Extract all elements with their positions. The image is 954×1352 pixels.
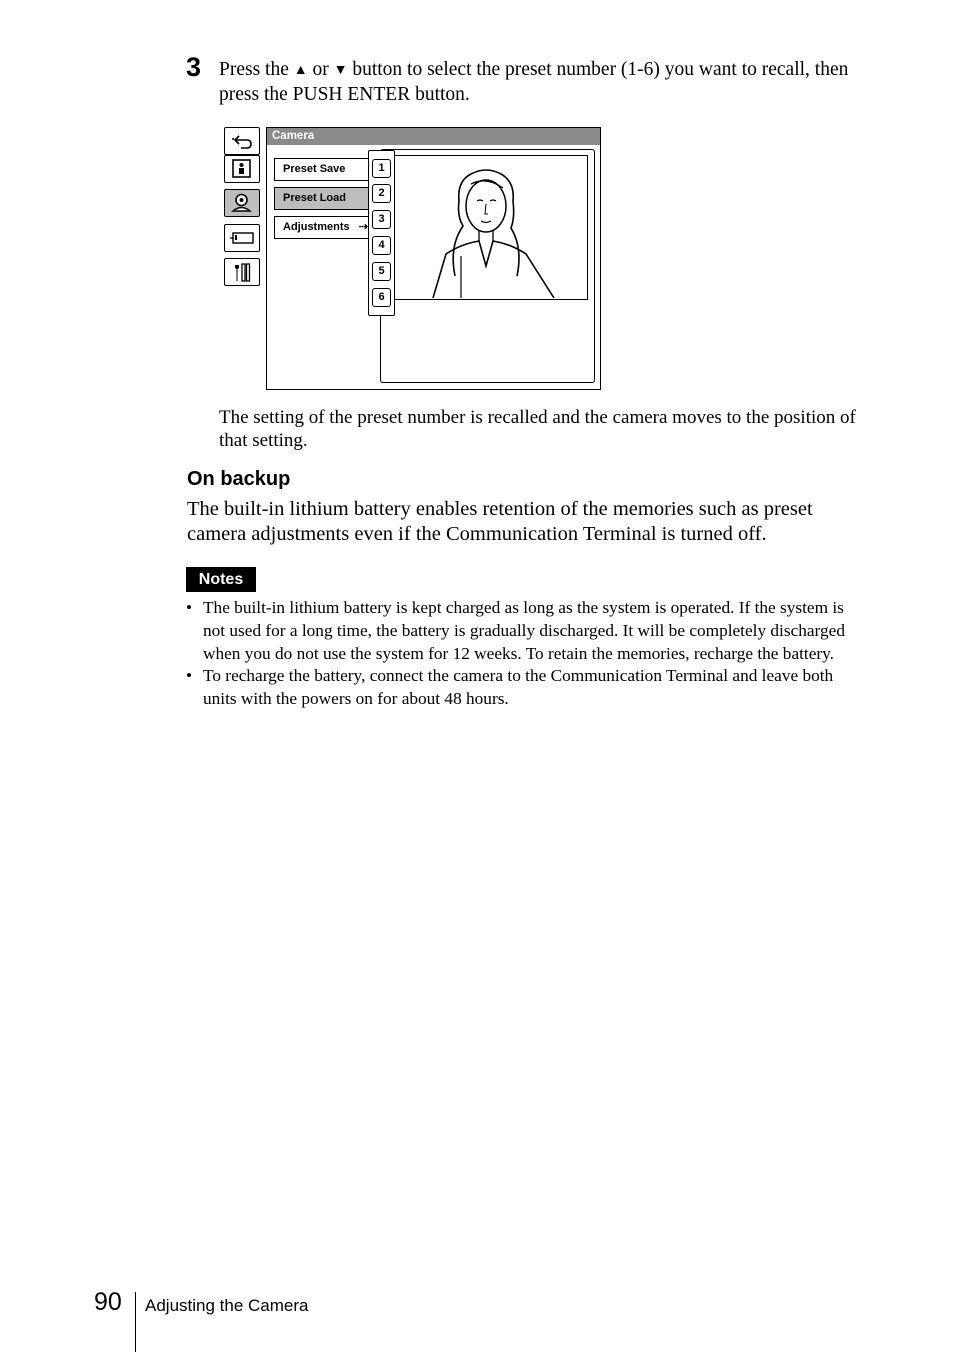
panel-title: Camera: [267, 128, 600, 145]
section-heading: On backup: [187, 468, 291, 490]
footer-section-title: Adjusting the Camera: [145, 1296, 309, 1315]
note-text: To recharge the battery, connect the camera to the Communication Terminal and leave both units with the powers on for about 48 hours.: [203, 666, 834, 709]
preset-3-button[interactable]: 3: [372, 210, 391, 229]
back-icon[interactable]: [224, 127, 260, 155]
preset-6-button[interactable]: 6: [372, 288, 391, 307]
bullet: •: [186, 598, 193, 617]
footer-divider: [135, 1292, 136, 1352]
video-input-icon[interactable]: [224, 224, 260, 252]
note-item: [186, 665, 856, 711]
notes-label: Notes: [186, 567, 256, 592]
preset-load-label: Preset Load: [283, 192, 346, 204]
page-number: 90: [94, 1288, 122, 1316]
tools-icon[interactable]: [224, 258, 260, 286]
step-text-part1: Press the: [219, 59, 289, 80]
camera-icon[interactable]: [224, 189, 260, 217]
preset-load-button[interactable]: [274, 187, 370, 210]
down-arrow-icon: ▼: [333, 63, 348, 78]
preset-2-button[interactable]: 2: [372, 184, 391, 203]
preset-1-button[interactable]: 1: [372, 159, 391, 178]
adjustments-button[interactable]: [274, 216, 370, 239]
submenu-arrow-icon: ⇢: [358, 221, 368, 233]
step-text-part3: button to select the preset number (1-6) you want to recall, then press the PUSH ENTER button.: [219, 59, 849, 105]
step-number: 3: [186, 52, 202, 82]
step-instruction: [219, 58, 869, 107]
adjustments-label: Adjustments: [283, 221, 350, 233]
note-text: The built-in lithium battery is kept charged as long as the system is operated. If the system is not used for a long time, the battery is gradually discharged. It will be completely discharged when you do not use the system for 12 weeks. To retain the memories, recharge the battery.: [203, 598, 845, 663]
preset-5-button[interactable]: 5: [372, 262, 391, 281]
portrait-icon[interactable]: [224, 155, 260, 183]
notes-list: [186, 597, 856, 711]
result-description: The setting of the preset number is recalled and the camera moves to the position of that setting.: [219, 407, 856, 451]
up-arrow-icon: ▲: [293, 63, 308, 78]
camera-preview-image: [390, 155, 588, 300]
section-body: The built-in lithium battery enables retention of the memories such as preset camera adjustments even if the Communication Terminal is turned off.: [187, 498, 813, 545]
note-item: [186, 597, 856, 665]
step-text-part2: or: [312, 59, 329, 80]
preset-save-button[interactable]: [274, 158, 370, 181]
woman-portrait-icon: [391, 156, 586, 298]
preset-4-button[interactable]: 4: [372, 236, 391, 255]
preset-save-label: Preset Save: [283, 163, 346, 175]
bullet: •: [186, 666, 193, 686]
